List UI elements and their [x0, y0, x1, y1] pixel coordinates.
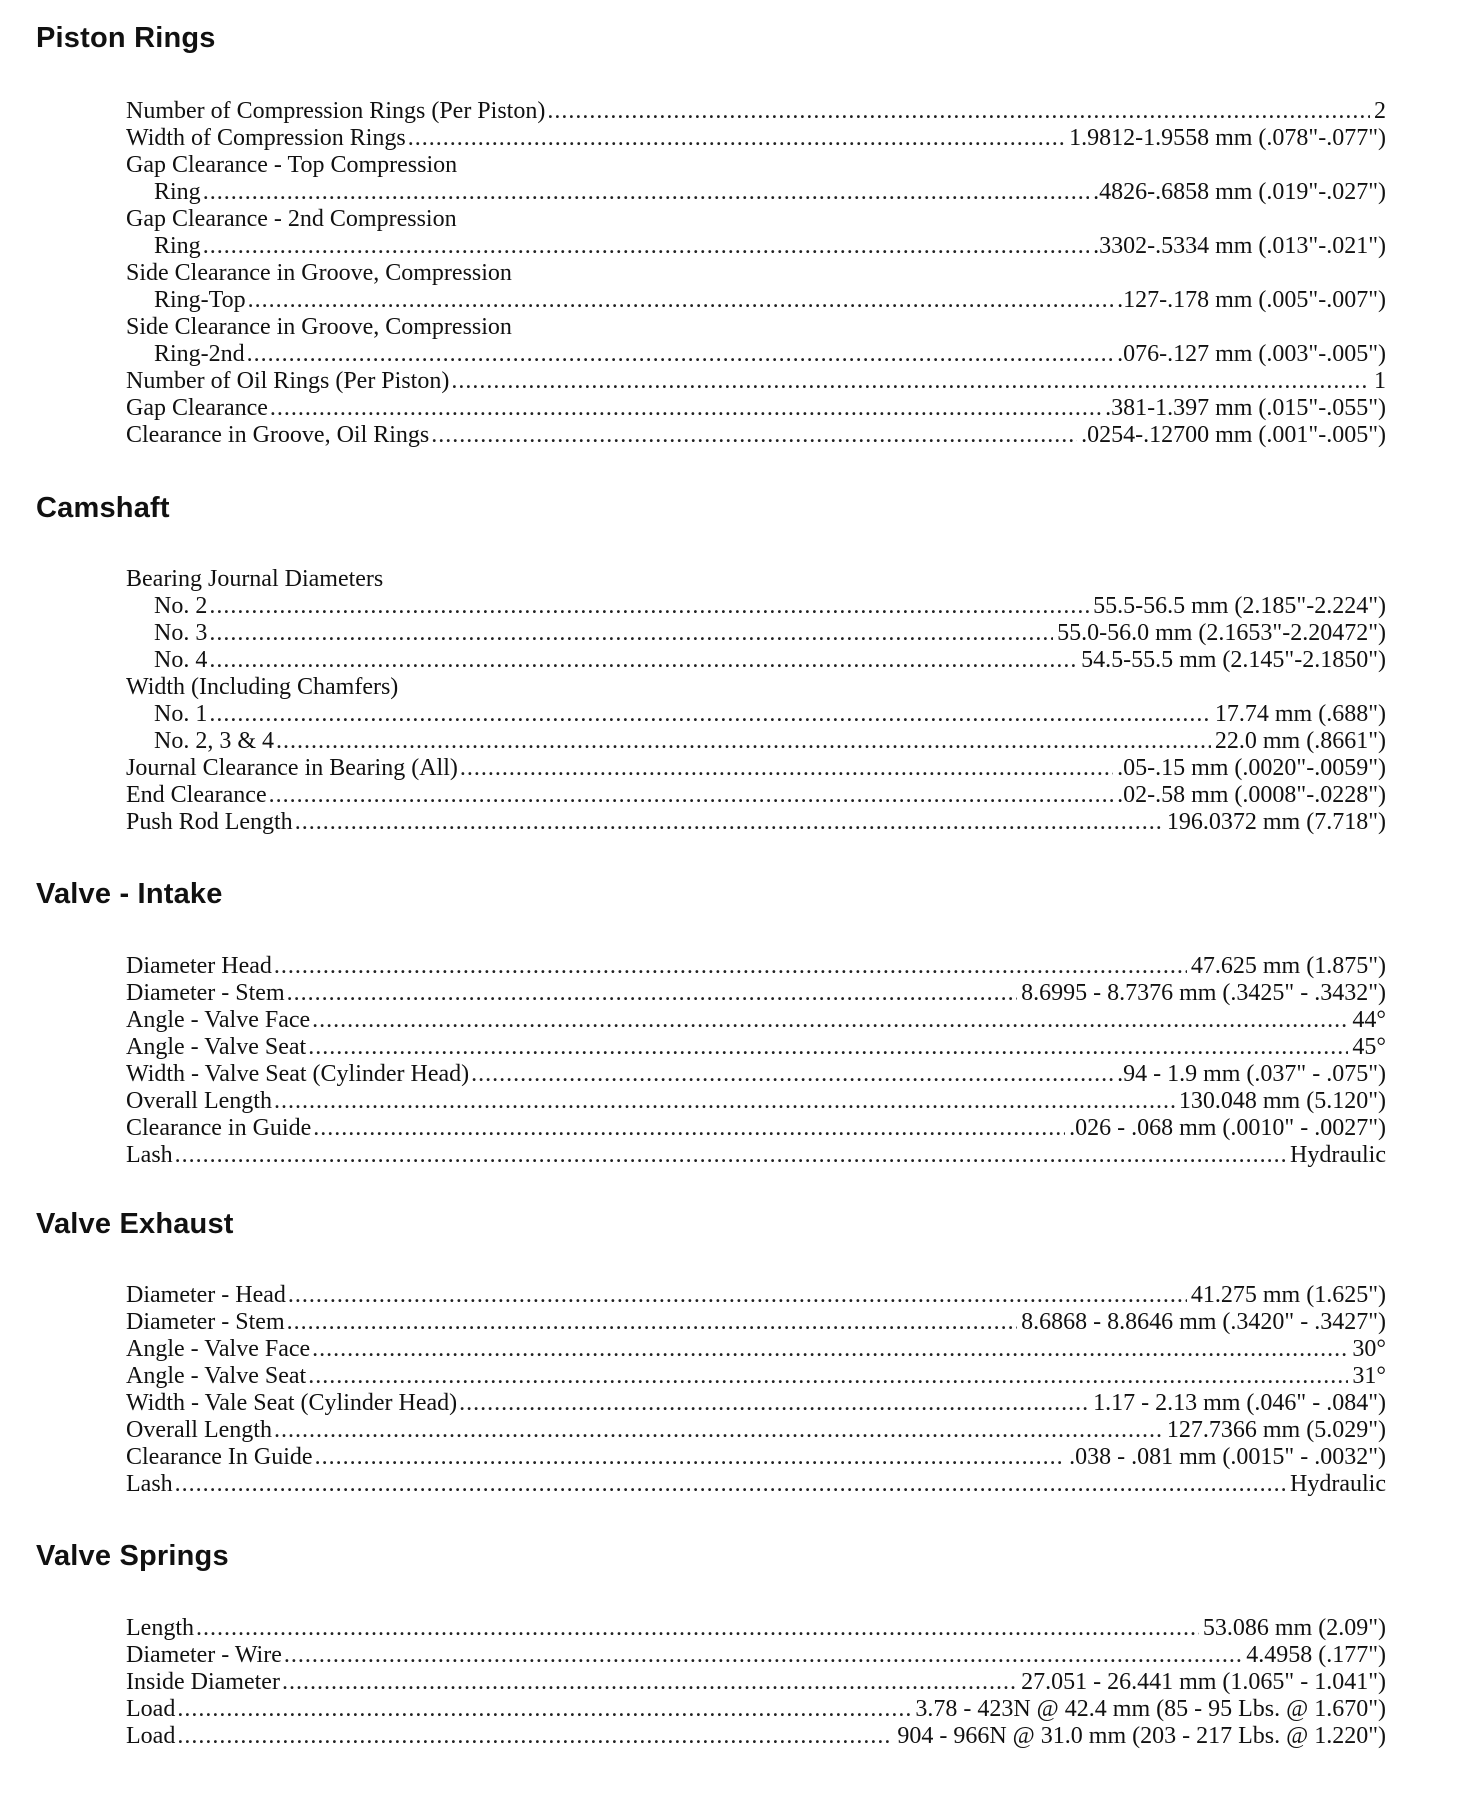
dot-leader: [287, 1309, 1017, 1336]
spec-value: 55.0-56.0 mm (2.1653"-2.20472"): [1057, 620, 1386, 646]
spec-value: 41.275 mm (1.625"): [1190, 1282, 1386, 1308]
spec-row: [126, 980, 1386, 1007]
dot-leader: [287, 980, 1017, 1007]
dot-leader: [282, 1669, 1017, 1696]
spec-row: [126, 422, 1386, 449]
section-title: Camshaft: [36, 492, 170, 524]
spec-value: .076-.127 mm (.003"-.005"): [1117, 341, 1386, 367]
spec-row: [126, 1034, 1386, 1061]
spec-row: [126, 1007, 1386, 1034]
dot-leader: [274, 1417, 1163, 1444]
spec-label: Ring: [154, 233, 201, 259]
spec-label: Push Rod Length: [126, 809, 293, 835]
spec-value: 8.6868 - 8.8646 mm (.3420" - .3427"): [1021, 1309, 1386, 1335]
spec-label: Gap Clearance - Top Compression: [126, 152, 458, 178]
spec-row: [126, 1417, 1386, 1444]
spec-label: Ring-2nd: [154, 341, 245, 367]
section-title: Valve Exhaust: [36, 1208, 234, 1240]
dot-leader: [308, 1034, 1348, 1061]
spec-value: 904 - 966N @ 31.0 mm (203 - 217 Lbs. @ 1.220"): [897, 1723, 1386, 1749]
spec-label: Width - Valve Seat (Cylinder Head): [126, 1061, 470, 1087]
spec-value: 27.051 - 26.441 mm (1.065" - 1.041"): [1021, 1669, 1386, 1695]
dot-leader: [312, 1336, 1348, 1363]
spec-label: Length: [126, 1615, 194, 1641]
spec-value: 2: [1374, 98, 1386, 124]
spec-label: Gap Clearance - 2nd Compression: [126, 206, 457, 232]
spec-value: 53.086 mm (2.09"): [1202, 1615, 1386, 1641]
spec-row: [126, 1088, 1386, 1115]
spec-row: [126, 152, 1386, 179]
dot-leader: [177, 1696, 911, 1723]
spec-label: Clearance in Groove, Oil Rings: [126, 422, 430, 448]
spec-list: [126, 1615, 1386, 1750]
dot-leader: [196, 1615, 1199, 1642]
spec-value: 47.625 mm (1.875"): [1190, 953, 1386, 979]
dot-leader: [315, 1444, 1066, 1471]
spec-value: 55.5-56.5 mm (2.185"-2.224"): [1093, 593, 1386, 619]
section-title: Valve Springs: [36, 1540, 229, 1572]
spec-value: .038 - .081 mm (.0015" - .0032"): [1069, 1444, 1386, 1470]
spec-label: Side Clearance in Groove, Compression: [126, 260, 512, 286]
spec-value: 44°: [1352, 1007, 1386, 1033]
spec-row: [126, 341, 1386, 368]
spec-row: [126, 206, 1386, 233]
spec-row: [126, 287, 1386, 314]
dot-leader: [247, 341, 1113, 368]
spec-row: [126, 1471, 1386, 1498]
spec-row: [126, 755, 1386, 782]
spec-label: Width - Vale Seat (Cylinder Head): [126, 1390, 458, 1416]
spec-value: 1.17 - 2.13 mm (.046" - .084"): [1093, 1390, 1386, 1416]
dot-leader: [312, 1007, 1348, 1034]
spec-label: Diameter Head: [126, 953, 272, 979]
spec-row: [126, 1309, 1386, 1336]
spec-label: Width (Including Chamfers): [126, 674, 399, 700]
spec-row: [126, 674, 1386, 701]
spec-label: Load: [126, 1696, 176, 1722]
spec-label: Ring-Top: [154, 287, 246, 313]
spec-value: .0254-.12700 mm (.001"-.005"): [1081, 422, 1386, 448]
spec-row: [126, 179, 1386, 206]
spec-value: .05-.15 mm (.0020"-.0059"): [1117, 755, 1386, 781]
spec-row: [126, 1669, 1386, 1696]
spec-value: 1.9812-1.9558 mm (.078"-.077"): [1069, 125, 1386, 151]
spec-value: 45°: [1352, 1034, 1386, 1060]
spec-label: Journal Clearance in Bearing (All): [126, 755, 458, 781]
spec-label: Load: [126, 1723, 176, 1749]
spec-row: [126, 728, 1386, 755]
spec-value: Hydraulic: [1290, 1142, 1386, 1168]
dot-leader: [276, 728, 1211, 755]
dot-leader: [313, 1115, 1065, 1142]
spec-label: Diameter - Head: [126, 1282, 286, 1308]
spec-label: Angle - Valve Seat: [126, 1034, 307, 1060]
spec-row: [126, 593, 1386, 620]
dot-leader: [459, 1390, 1089, 1417]
spec-row: [126, 1642, 1386, 1669]
spec-label: No. 4: [154, 647, 208, 673]
spec-row: [126, 1336, 1386, 1363]
spec-label: Ring: [154, 179, 201, 205]
spec-label: Inside Diameter: [126, 1669, 280, 1695]
spec-row: [126, 809, 1386, 836]
dot-leader: [431, 422, 1077, 449]
spec-label: No. 2, 3 & 4: [154, 728, 274, 754]
spec-value: 17.74 mm (.688"): [1214, 701, 1386, 727]
spec-label: Diameter - Stem: [126, 980, 285, 1006]
spec-row: [126, 395, 1386, 422]
spec-list: [126, 98, 1386, 449]
dot-leader: [451, 368, 1370, 395]
spec-label: Diameter - Wire: [126, 1642, 282, 1668]
spec-label: Angle - Valve Face: [126, 1007, 311, 1033]
spec-label: Gap Clearance: [126, 395, 268, 421]
dot-leader: [270, 395, 1101, 422]
spec-value: 30°: [1352, 1336, 1386, 1362]
spec-row: [126, 1363, 1386, 1390]
spec-value: .3302-.5334 mm (.013"-.021"): [1093, 233, 1386, 259]
dot-leader: [248, 287, 1113, 314]
dot-leader: [209, 593, 1089, 620]
dot-leader: [177, 1723, 893, 1750]
spec-row: [126, 314, 1386, 341]
spec-list: [126, 953, 1386, 1169]
spec-row: [126, 1723, 1386, 1750]
spec-row: [126, 260, 1386, 287]
dot-leader: [269, 782, 1114, 809]
spec-row: [126, 1696, 1386, 1723]
spec-row: [126, 647, 1386, 674]
spec-label: Angle - Valve Face: [126, 1336, 311, 1362]
spec-value: .381-1.397 mm (.015"-.055"): [1105, 395, 1386, 421]
spec-row: [126, 1390, 1386, 1417]
spec-value: 22.0 mm (.8661"): [1214, 728, 1386, 754]
spec-row: [126, 701, 1386, 728]
dot-leader: [547, 98, 1370, 125]
spec-value: 8.6995 - 8.7376 mm (.3425" - .3432"): [1021, 980, 1386, 1006]
spec-label: Side Clearance in Groove, Compression: [126, 314, 512, 340]
spec-value: 54.5-55.5 mm (2.145"-2.1850"): [1081, 647, 1386, 673]
section-title: Valve - Intake: [36, 878, 223, 910]
spec-label: End Clearance: [126, 782, 267, 808]
dot-leader: [209, 620, 1053, 647]
spec-value: 4.4958 (.177"): [1246, 1642, 1386, 1668]
spec-value: 130.048 mm (5.120"): [1178, 1088, 1386, 1114]
spec-label: Lash: [126, 1142, 173, 1168]
spec-label: Number of Compression Rings (Per Piston): [126, 98, 546, 124]
spec-value: .127-.178 mm (.005"-.007"): [1117, 287, 1386, 313]
spec-label: Width of Compression Rings: [126, 125, 406, 151]
spec-label: Overall Length: [126, 1417, 272, 1443]
spec-row: [126, 1282, 1386, 1309]
spec-value: .02-.58 mm (.0008"-.0228"): [1117, 782, 1386, 808]
dot-leader: [274, 953, 1187, 980]
spec-row: [126, 620, 1386, 647]
spec-list: [126, 1282, 1386, 1498]
dot-leader: [175, 1471, 1286, 1498]
dot-leader: [209, 701, 1211, 728]
dot-leader: [284, 1642, 1242, 1669]
dot-leader: [274, 1088, 1175, 1115]
spec-row: [126, 233, 1386, 260]
spec-row: [126, 566, 1386, 593]
dot-leader: [203, 179, 1089, 206]
spec-value: .026 - .068 mm (.0010" - .0027"): [1069, 1115, 1386, 1141]
spec-label: Number of Oil Rings (Per Piston): [126, 368, 450, 394]
spec-row: [126, 1115, 1386, 1142]
spec-list: [126, 566, 1386, 836]
spec-value: .94 - 1.9 mm (.037" - .075"): [1117, 1061, 1386, 1087]
spec-label: No. 2: [154, 593, 208, 619]
spec-value: 1: [1374, 368, 1386, 394]
section-title: Piston Rings: [36, 22, 216, 54]
spec-row: [126, 953, 1386, 980]
spec-row: [126, 1061, 1386, 1088]
dot-leader: [460, 755, 1113, 782]
dot-leader: [408, 125, 1065, 152]
spec-label: No. 3: [154, 620, 208, 646]
dot-leader: [288, 1282, 1187, 1309]
spec-label: Clearance in Guide: [126, 1115, 312, 1141]
dot-leader: [203, 233, 1089, 260]
spec-label: Overall Length: [126, 1088, 272, 1114]
dot-leader: [308, 1363, 1348, 1390]
spec-row: [126, 98, 1386, 125]
spec-label: Diameter - Stem: [126, 1309, 285, 1335]
dot-leader: [295, 809, 1163, 836]
spec-row: [126, 1615, 1386, 1642]
spec-label: Bearing Journal Diameters: [126, 566, 384, 592]
spec-row: [126, 125, 1386, 152]
spec-row: [126, 782, 1386, 809]
spec-row: [126, 1444, 1386, 1471]
spec-value: Hydraulic: [1290, 1471, 1386, 1497]
spec-row: [126, 1142, 1386, 1169]
spec-value: 3.78 - 423N @ 42.4 mm (85 - 95 Lbs. @ 1.670"): [915, 1696, 1386, 1722]
spec-label: Angle - Valve Seat: [126, 1363, 307, 1389]
spec-value: 127.7366 mm (5.029"): [1166, 1417, 1386, 1443]
spec-label: Clearance In Guide: [126, 1444, 313, 1470]
spec-value: .4826-.6858 mm (.019"-.027"): [1093, 179, 1386, 205]
spec-label: Lash: [126, 1471, 173, 1497]
spec-value: 31°: [1352, 1363, 1386, 1389]
dot-leader: [471, 1061, 1113, 1088]
dot-leader: [175, 1142, 1286, 1169]
spec-label: No. 1: [154, 701, 208, 727]
spec-row: [126, 368, 1386, 395]
spec-value: 196.0372 mm (7.718"): [1166, 809, 1386, 835]
dot-leader: [209, 647, 1077, 674]
